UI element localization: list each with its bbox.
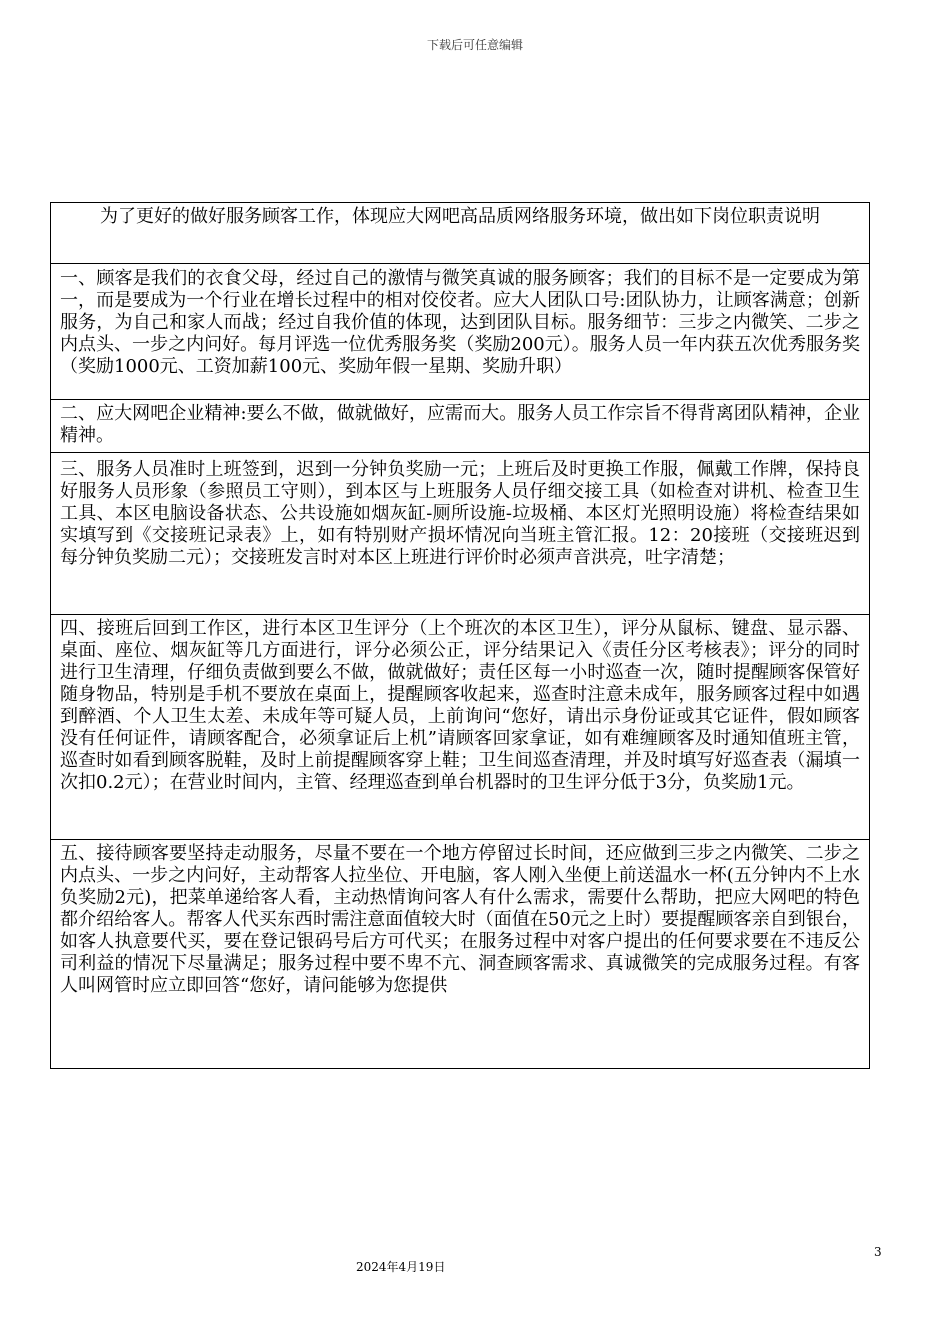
section-4: 四、接班后回到工作区，进行本区卫生评分（上个班次的本区卫生），评分从鼠标、键盘、显示器、桌面、座位、烟灰缸等几方面进行，评分必须公正，评分结果记入《责任分区考核表》；评分的同时进行卫生清理，仔细负责做到要么不做，做就做好；责任区每一小时巡查一次，随时提醒顾客保管好随身物品，特别是手机不要放在桌面上，提醒顾客收起来，巡查时注意未成年，服务顾客过程中如遇到醉酒、个人卫生太差、未成年等可疑人员，上前询问“您好，请出示身份证或其它证件，假如顾客没有任何证件，请顾客配合，必须拿证后上机”请顾客回家拿证，如有难缠顾客及时通知值班主管，巡查时如看到顾客脱鞋，及时上前提醒顾客穿上鞋；卫生间巡查清理，并及时填写好巡查表（漏填一次扣0.2元）；在营业时间内，主管、经理巡查到单台机器时的卫生评分低于3分，负奖励1元。 (51, 615, 869, 840)
page-header-note: 下载后可任意编辑 (426, 38, 523, 52)
section-2: 二、应大网吧企业精神:要么不做，做就做好，应需而大。服务人员工作宗旨不得背离团队精神，企业精神。 (51, 400, 869, 453)
section-1: 一、顾客是我们的衣食父母，经过自己的激情与微笑真诚的服务顾客；我们的目标不是一定要成为第一，而是要成为一个行业在增长过程中的相对佼佼者。应大人团队口号:团队协力，让顾客满意；创新服务，为自己和家人而战；经过自我价值的体现，达到团队目标。服务细节：三步之内微笑、二步之内点头、一步之内问好。每月评选一位优秀服务奖（奖励200元）。服务人员一年内获五次优秀服务奖（奖励1000元、工资加薪100元、奖励年假一星期、奖励升职） (51, 264, 869, 400)
page-number: 3 (874, 1245, 882, 1259)
footer-date: 2024年4月19日 (356, 1260, 446, 1274)
section-5: 五、接待顾客要坚持走动服务，尽量不要在一个地方停留过长时间，还应做到三步之内微笑、二步之内点头、一步之内问好，主动帮客人拉坐位、开电脑，客人刚入坐便上前送温水一杯(五分钟内不上水负奖励2元)，把菜单递给客人看，主动热情询问客人有什么需求，需要什么帮助，把应大网吧的特色都介绍给客人。帮客人代买东西时需注意面值较大时（面值在50元之上时）要提醒顾客亲自到银台，如客人执意要代买，要在登记银码号后方可代买；在服务过程中对客户提出的任何要求要在不违反公司利益的情况下尽量满足；服务过程中要不卑不亢、洞查顾客需求、真诚微笑的完成服务过程。有客人叫网管时应立即回答“您好，请问能够为您提供 (60, 843, 860, 996)
responsibility-table (50, 202, 870, 1069)
section-3: 三、服务人员准时上班签到，迟到一分钟负奖励一元；上班后及时更换工作服，佩戴工作牌，保持良好服务人员形象（参照员工守则），到本区与上班服务人员仔细交接工具（如检查对讲机、检查卫生工具、本区电脑设备状态、公共设施如烟灰缸-厕所设施-垃圾桶、本区灯光照明设施）将检查结果如实填写到《交接班记录表》上，如有特别财产损坏情况向当班主管汇报。12：20接班（交接班迟到每分钟负奖励二元）；交接班发言时对本区上班进行评价时必须声音洪亮，吐字清楚； (51, 453, 869, 615)
document-title: 为了更好的做好服务顾客工作，体现应大网吧高品质网络服务环境，做出如下岗位职责说明 (51, 203, 869, 264)
